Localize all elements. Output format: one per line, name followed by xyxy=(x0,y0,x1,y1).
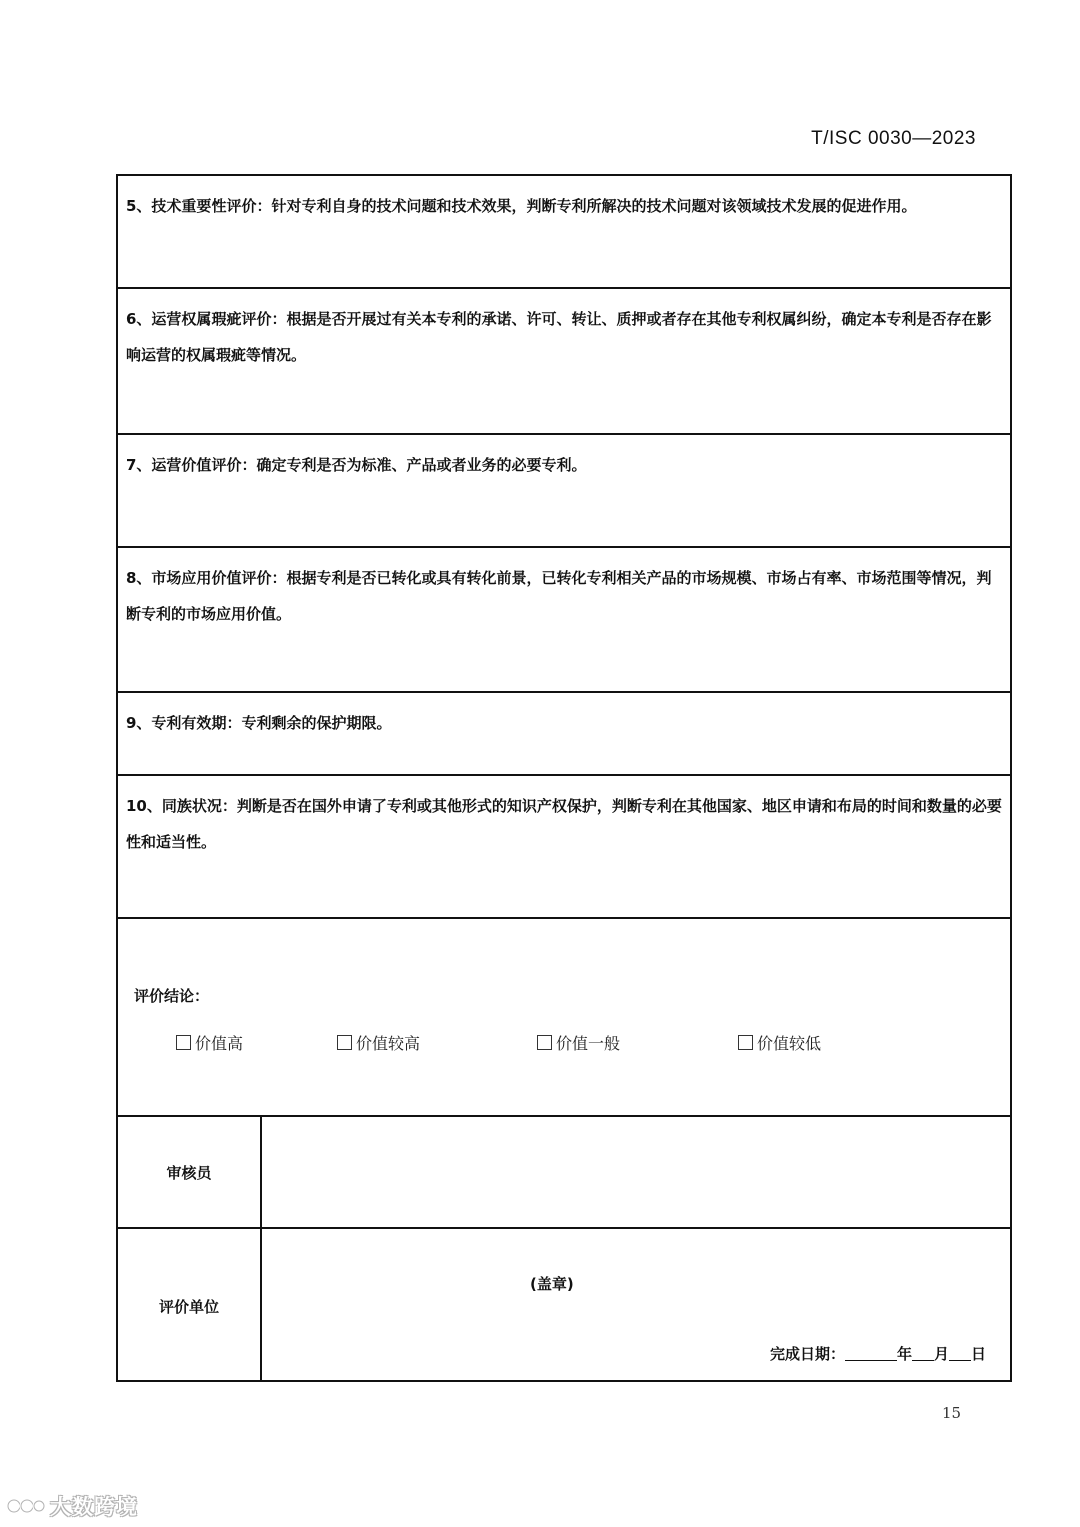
watermark-logo-icon xyxy=(6,1493,46,1519)
item-ownership-defect xyxy=(118,289,1010,435)
day-blank[interactable] xyxy=(949,1346,971,1361)
item-text: 7、运营价值评价：确定专利是否为标准、产品或者业务的必要专利。 xyxy=(126,456,587,474)
checkbox-icon[interactable] xyxy=(176,1035,191,1050)
item-text: 9、专利有效期：专利剩余的保护期限。 xyxy=(126,714,392,732)
option-label: 价值一般 xyxy=(556,1034,621,1053)
item-market-value xyxy=(118,548,1010,693)
item-operation-value xyxy=(118,435,1010,548)
option-label: 价值较高 xyxy=(356,1034,421,1053)
checkbox-icon[interactable] xyxy=(337,1035,352,1050)
item-family-status xyxy=(118,776,1010,919)
option-fairly-high[interactable] xyxy=(337,1031,420,1054)
conclusion-section xyxy=(118,919,1010,1117)
evaluation-form xyxy=(116,174,1012,1382)
year-label: 年 xyxy=(896,1345,912,1363)
page-number: 15 xyxy=(942,1404,962,1422)
conclusion-label: 评价结论： xyxy=(134,987,210,1005)
month-blank[interactable] xyxy=(912,1346,934,1361)
option-high[interactable] xyxy=(176,1031,243,1054)
day-label: 日 xyxy=(970,1345,986,1363)
seal-label: (盖章) xyxy=(530,1275,574,1293)
unit-label: 评价单位 xyxy=(158,1298,219,1316)
item-text: 10、同族状况：判断是否在国外申请了专利或其他形式的知识产权保护，判断专利在其他国家、地区申请和布局的时间和数量的必要性和适当性。 xyxy=(126,797,1002,851)
completion-date xyxy=(770,1343,986,1364)
reviewer-label: 审核员 xyxy=(166,1164,212,1182)
option-label: 价值高 xyxy=(195,1034,244,1053)
reviewer-label-cell xyxy=(118,1117,262,1227)
month-label: 月 xyxy=(933,1345,949,1363)
option-label: 价值较低 xyxy=(757,1034,822,1053)
item-technical-importance xyxy=(118,176,1010,289)
reviewer-field[interactable] xyxy=(262,1117,1010,1227)
year-blank[interactable] xyxy=(845,1346,897,1361)
unit-row xyxy=(118,1229,1010,1382)
item-validity-period xyxy=(118,693,1010,776)
watermark-text: 大数跨境 xyxy=(50,1495,138,1519)
item-text: 6、运营权属瑕疵评价：根据是否开展过有关本专利的承诺、许可、转让、质押或者存在其他专利权属纠纷，确定本专利是否存在影响运营的权属瑕疵等情况。 xyxy=(126,310,992,364)
reviewer-row xyxy=(118,1117,1010,1229)
item-text: 5、技术重要性评价：针对专利自身的技术问题和技术效果，判断专利所解决的技术问题对该领域技术发展的促进作用。 xyxy=(126,197,917,215)
checkbox-icon[interactable] xyxy=(537,1035,552,1050)
option-average[interactable] xyxy=(537,1031,620,1054)
date-label: 完成日期： xyxy=(769,1345,845,1363)
option-low[interactable] xyxy=(738,1031,821,1054)
document-id: T/ISC 0030—2023 xyxy=(811,128,976,149)
unit-label-cell xyxy=(118,1229,262,1382)
checkbox-icon[interactable] xyxy=(738,1035,753,1050)
item-text: 8、市场应用价值评价：根据专利是否已转化或具有转化前景，已转化专利相关产品的市场规模、市场占有率、市场范围等情况，判断专利的市场应用价值。 xyxy=(126,569,992,623)
watermark xyxy=(6,1492,138,1520)
unit-field[interactable] xyxy=(262,1229,1010,1382)
